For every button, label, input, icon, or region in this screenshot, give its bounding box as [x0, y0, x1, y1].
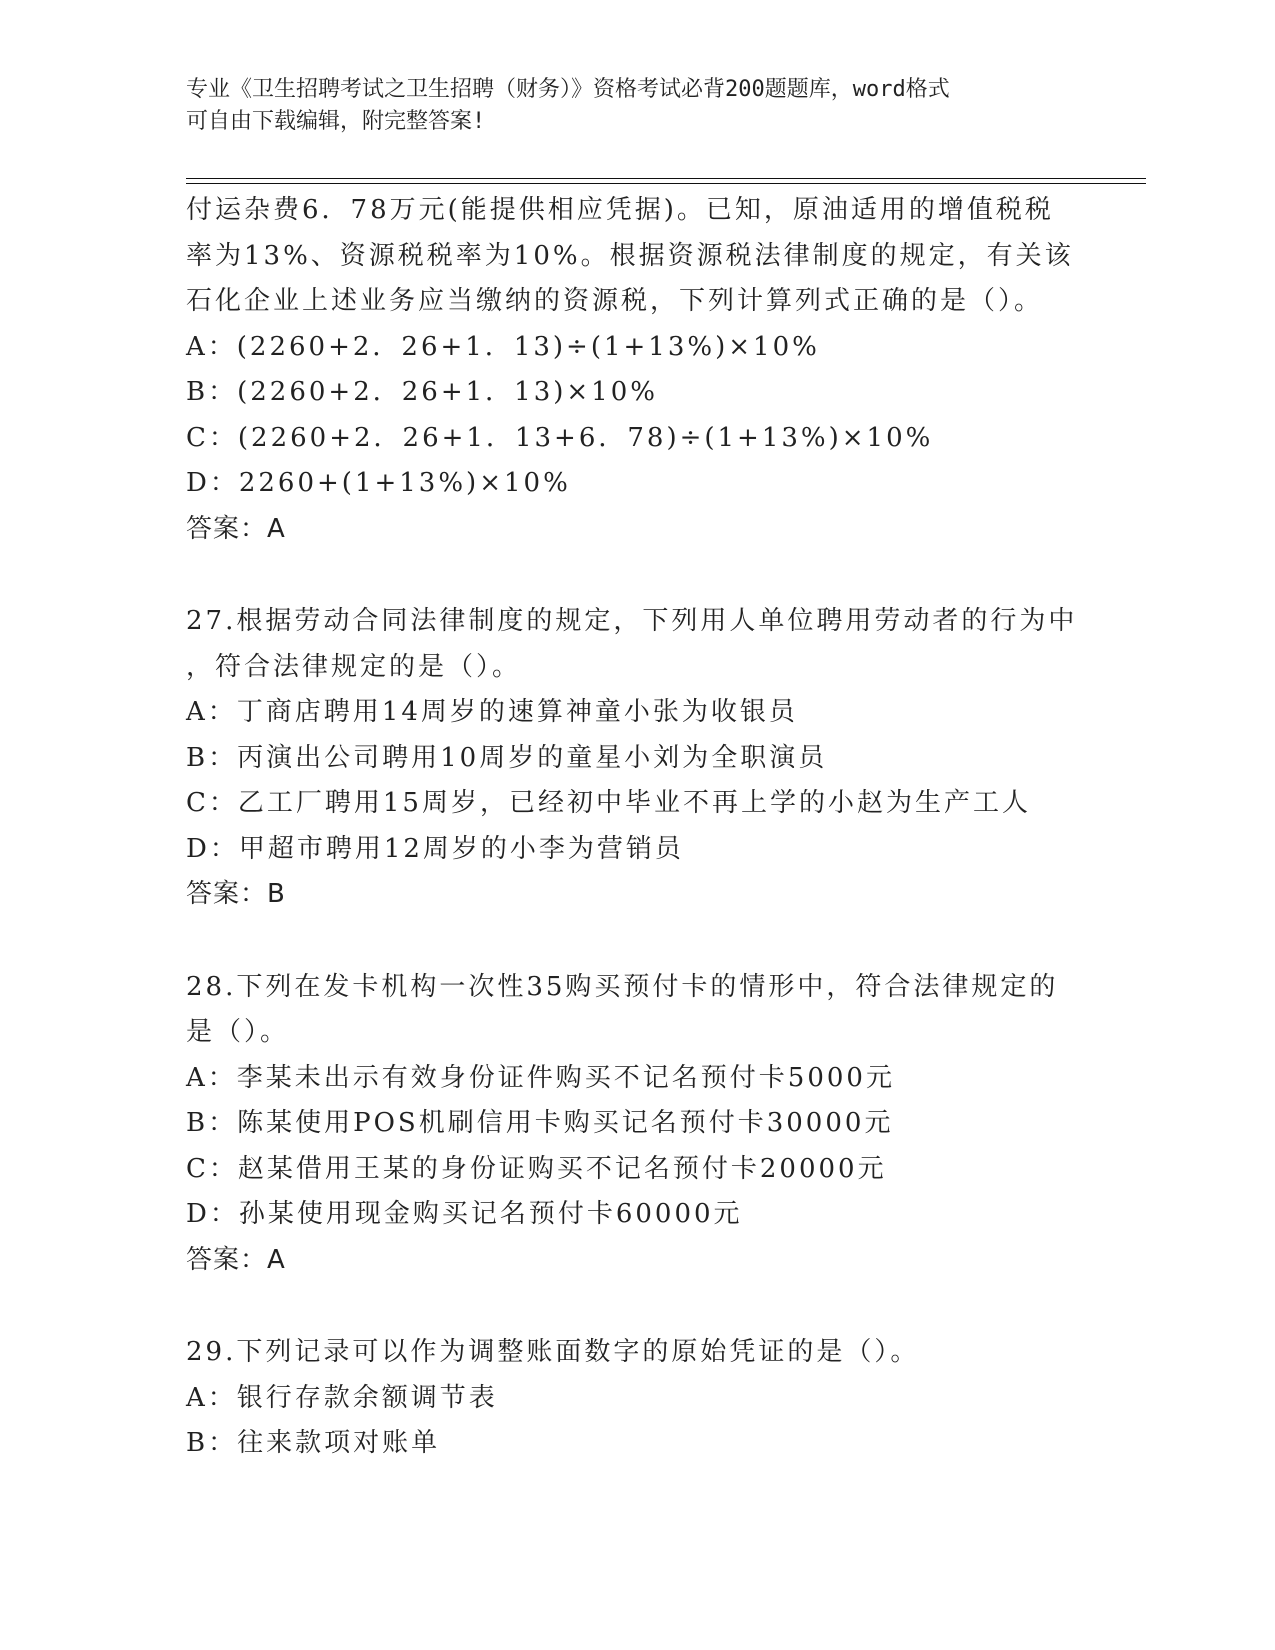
header-rule-bottom: [186, 183, 1146, 184]
option-c: C：赵某借用王某的身份证购买不记名预付卡20000元: [186, 1153, 887, 1184]
question-stem-line: ，符合法律规定的是（）。: [186, 651, 522, 682]
document-header: [186, 74, 1086, 138]
question-29: [186, 1330, 1106, 1467]
answer-label: 答案：A: [186, 513, 286, 544]
header-line-1: 专业《卫生招聘考试之卫生招聘（财务）》资格考试必背200题题库，word格式: [186, 77, 950, 102]
option-b: B：往来款项对账单: [186, 1428, 441, 1458]
question-26: [186, 188, 1106, 552]
question-stem-line: 石化企业上述业务应当缴纳的资源税，下列计算列式正确的是（）。: [186, 286, 1044, 316]
spacer: [186, 1283, 1106, 1330]
option-c: C：乙工厂聘用15周岁，已经初中毕业不再上学的小赵为生产工人: [186, 788, 1031, 818]
header-line-2: 可自由下载编辑，附完整答案!: [186, 109, 486, 134]
option-a: A：丁商店聘用14周岁的速算神童小张为收银员: [186, 697, 798, 727]
question-28: [186, 965, 1106, 1284]
option-b: B：丙演出公司聘用10周岁的童星小刘为全职演员: [186, 742, 828, 773]
question-stem-line: 28.下列在发卡机构一次性35购买预付卡的情形中，符合法律规定的: [186, 971, 1059, 1002]
option-b: B：(2260+2．26+1．13)×10%: [186, 377, 658, 407]
answer-label: 答案：A: [186, 1244, 286, 1275]
option-b: B：陈某使用POS机刷信用卡购买记名预付卡30000元: [186, 1108, 894, 1138]
header-rule-top: [186, 178, 1146, 179]
question-stem-line: 是（）。: [186, 1017, 290, 1047]
question-27: [186, 599, 1106, 918]
spacer: [186, 918, 1106, 965]
option-a: A：(2260+2．26+1．13)÷(1+13%)×10%: [186, 331, 820, 362]
option-d: D：2260+(1+13%)×10%: [186, 468, 571, 498]
option-a: A：李某未出示有效身份证件购买不记名预付卡5000元: [186, 1062, 895, 1093]
question-content: [186, 188, 1106, 1467]
question-stem-line: 率为13%、资源税税率为10%。根据资源税法律制度的规定，有关该: [186, 240, 1074, 271]
answer-label: 答案：B: [186, 879, 286, 909]
spacer: [186, 552, 1106, 599]
question-stem-line: 27.根据劳动合同法律制度的规定，下列用人单位聘用劳动者的行为中: [186, 606, 1078, 636]
option-a: A：银行存款余额调节表: [186, 1382, 498, 1413]
question-stem-line: 付运杂费6．78万元(能提供相应凭据)。已知，原油适用的增值税税: [186, 195, 1054, 225]
option-c: C：(2260+2．26+1．13+6．78)÷(1+13%)×10%: [186, 422, 934, 453]
option-d: D：孙某使用现金购买记名预付卡60000元: [186, 1199, 743, 1229]
question-stem-line: 29.下列记录可以作为调整账面数字的原始凭证的是（）。: [186, 1337, 920, 1367]
option-d: D：甲超市聘用12周岁的小李为营销员: [186, 833, 684, 864]
